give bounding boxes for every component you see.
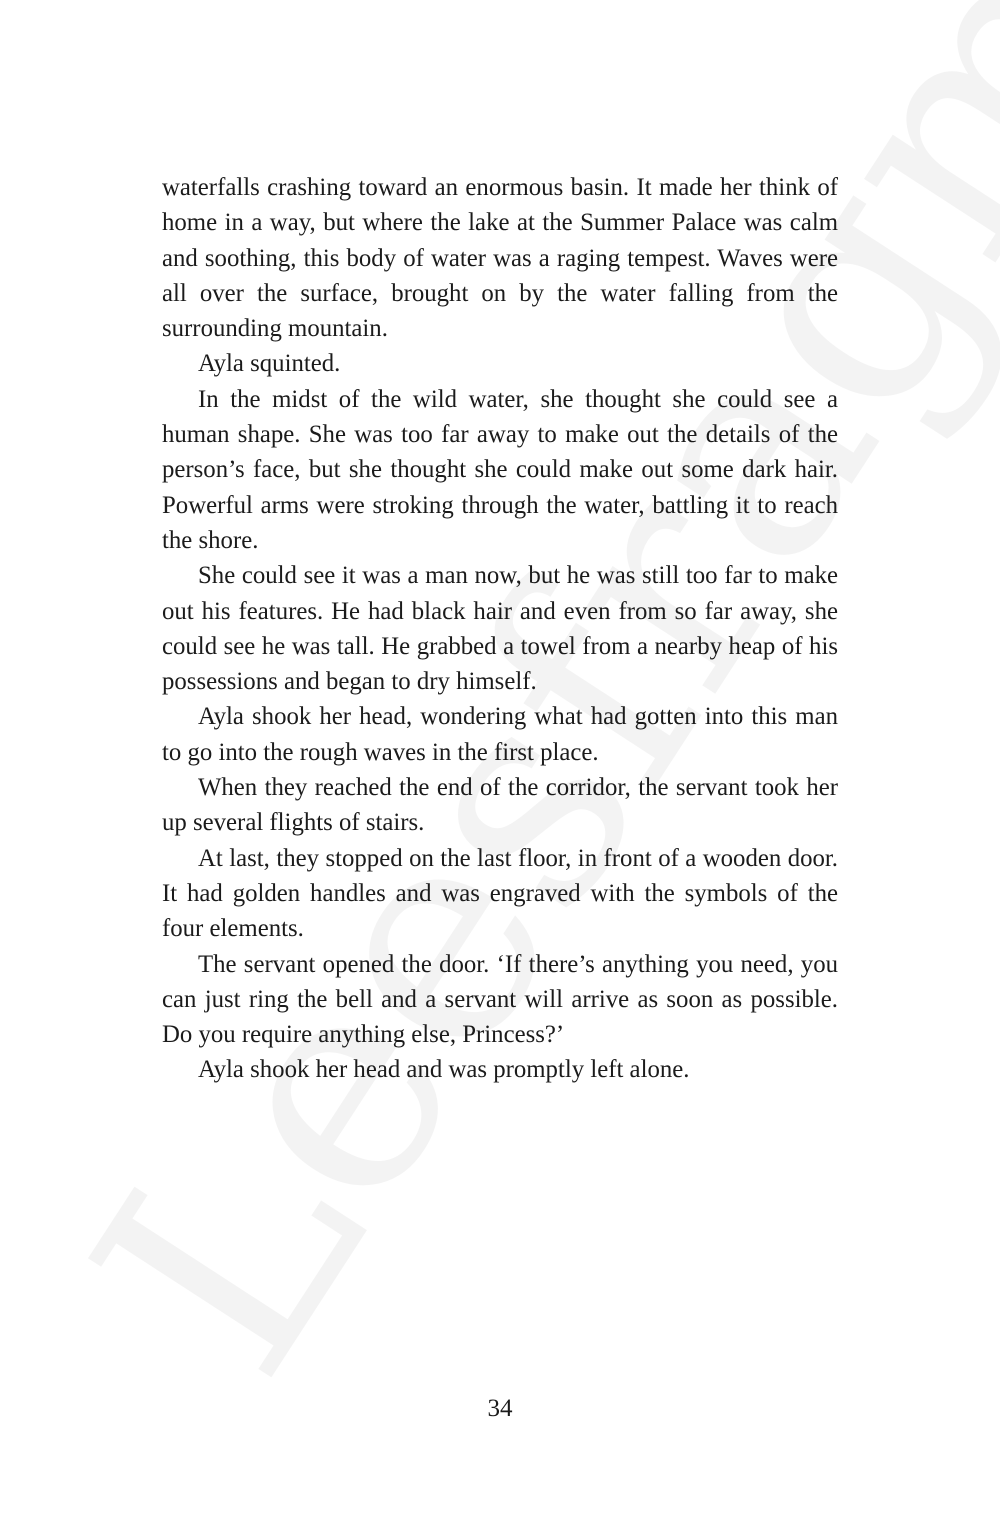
page-number: 34 [487, 1395, 513, 1422]
paragraph: At last, they stopped on the last floor, in front of a wooden door. It had golden handles and was engraved with the symbols of the four elements. [162, 844, 838, 943]
paragraph: Ayla shook her head and was promptly left alone. [198, 1056, 690, 1084]
body-text [162, 170, 838, 1088]
paragraph: In the midst of the wild water, she thought she could see a human shape. She was too far away to make out the details of the person’s face, but she thought she could make out some dark hair. Powerful arms were stroking through the water, battling it to reach the shore. [162, 385, 838, 554]
paragraph: Ayla shook her head, wondering what had gotten into this man to go into the rough waves in the first place. [162, 703, 838, 766]
paragraph: When they reached the end of the corridor, the servant took her up several flights of stairs. [162, 774, 838, 837]
paragraph: She could see it was a man now, but he was still too far to make out his features. He had black hair and even from so far away, she could see he was tall. He grabbed a towel from a nearby heap of his possessions and began to dry himself. [162, 562, 838, 696]
paragraph: waterfalls crashing toward an enormous basin. It made her think of home in a way, but where the lake at the Summer Palace was calm and soothing, this body of water was a raging tempest. Waves were all over the surface, brought on by the water falling from the surrounding mountain. [162, 174, 838, 343]
paragraph: Ayla squinted. [198, 350, 341, 378]
paragraph: The servant opened the door. ‘If there’s anything you need, you can just ring the bell and a servant will arrive as soon as possible. Do you require anything else, Princess?’ [162, 950, 838, 1049]
